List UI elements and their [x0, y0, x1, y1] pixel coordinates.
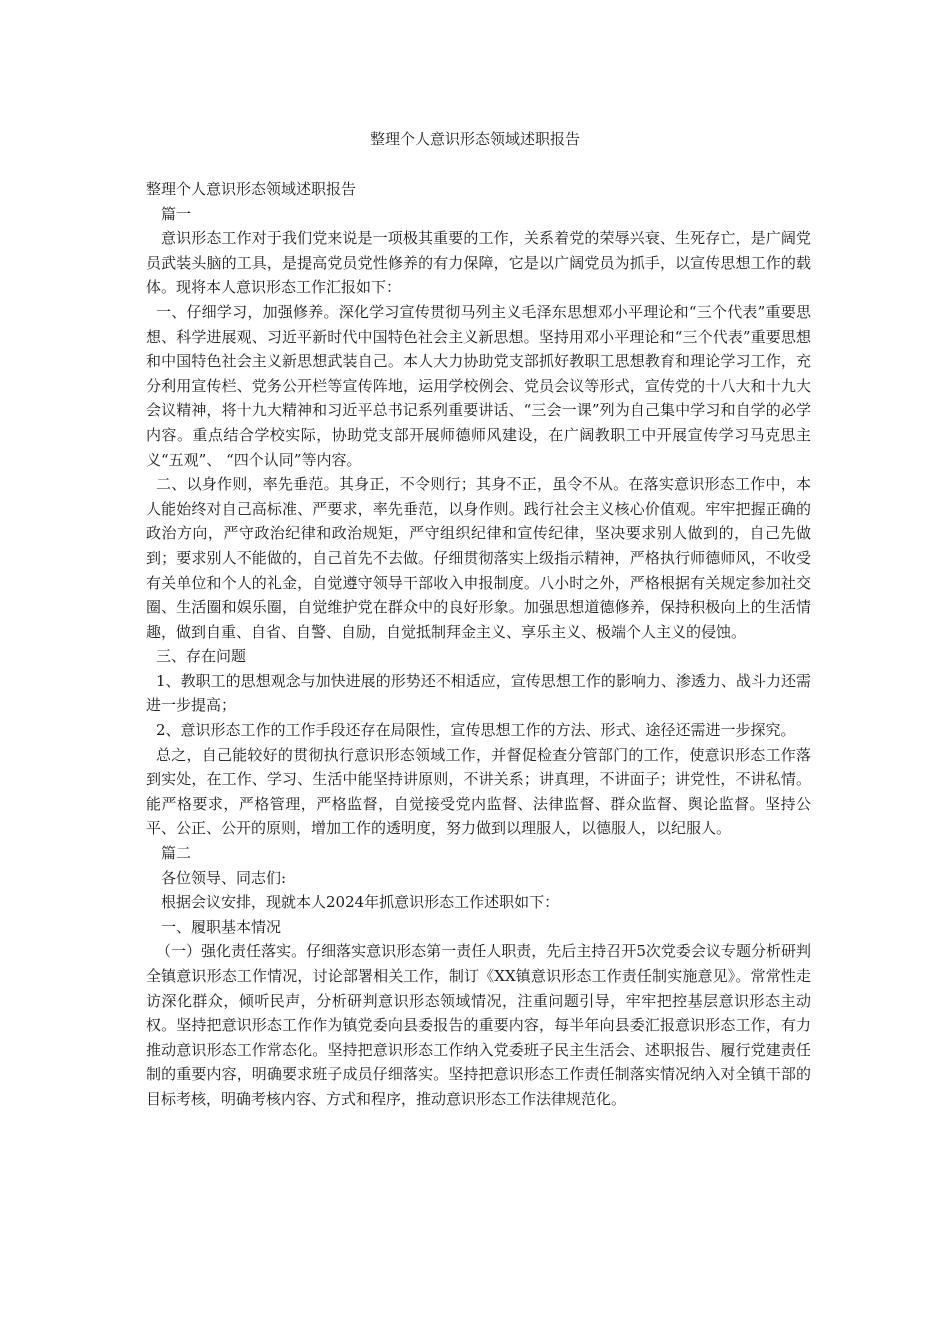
part1-section1-paragraph: 一、仔细学习，加强修养。深化学习宣传贯彻马列主义毛泽东思想邓小平理论和“三个代表”重要思想、科学进展观、习近平新时代中国特色社会主义新思想。坚持用邓小平理论和“三个代表”重要思想和中国特色社会主义新思想武装自己。本人大力协助党支部抓好教职工思想教育和理论学习工作，充分利用宣传栏、党务公开栏等宣传阵地，运用学校例会、党员会议等形式，宣传党的十八大和十九大会议精神，将十九大精神和习近平总书记系列重要讲话、“三会一课”列为自己集中学习和自学的必学内容。重点结合学校实际，协助党支部开展师德师风建设，在广阔教职工中开展宣传学习马克思主义“五观”、 “四个认同”等内容。: [146, 302, 811, 469]
part2-section1-heading: 一、履职基本情况: [161, 917, 282, 936]
document-body: [146, 177, 811, 1112]
document-title: 整理个人意识形态领域述职报告: [369, 130, 580, 148]
part2-item1-paragraph: （一）强化责任落实。仔细落实意识形态第一责任人职责，先后主持召开5次党委会议专题分析研判全镇意识形态工作情况，讨论部署相关工作，制订《XX镇意识形态工作责任制实施意见》。常常性走访深化群众，倾听民声，分析研判意识形态领域情况，注重问题引导，牢牢把控基层意识形态主动权。坚持把意识形态工作作为镇党委向县委报告的重要内容，每半年向县委汇报意识形态工作，有力推动意识形态工作常态化。坚持把意识形态工作纳入党委班子民主生活会、述职报告、履行党建责任制的重要内容，明确要求班子成员仔细落实。坚持把意识形态工作责任制落实情况纳入对全镇干部的目标考核，明确考核内容、方式和程序，推动意识形态工作法律规范化。: [146, 942, 811, 1108]
part1-section3-heading: 三、存在问题: [156, 647, 247, 666]
part2-greeting: 各位领导、同志们:: [161, 868, 287, 887]
part1-intro-paragraph: 意识形态工作对于我们党来说是一项极其重要的工作，关系着党的荣辱兴衰、生死存亡，是广阔党员武装头脑的工具，是提高党员党性修养的有力保障，它是以广阔党员为抓手，以宣传思想工作的载体。现将本人意识形态工作汇报如下：: [146, 229, 811, 297]
part1-label: 篇一: [161, 204, 192, 223]
document-subtitle: 整理个人意识形态领域述职报告: [146, 180, 357, 198]
part1-summary-paragraph: 总之，自己能较好的贯彻执行意识形态领域工作，并督促检查分管部门的工作，使意识形态工作落到实处，在工作、学习、生活中能坚持讲原则，不讲关系；讲真理，不讲面子；讲党性，不讲私情。能严格要求，严格管理，严格监督，自觉接受党内监督、法律监督、群众监督、舆论监督。坚持公平、公正、公开的原则，增加工作的透明度，努力做到以理服人，以德服人，以纪服人。: [146, 745, 811, 838]
part2-label: 篇二: [161, 844, 192, 863]
part1-issue2-paragraph: 2、意识形态工作的工作手段还存在局限性，宣传思想工作的方法、形式、途径还需进一步探究。: [156, 721, 796, 740]
part1-section2-paragraph: 二、以身作则，率先垂范。其身正，不令则行；其身不正，虽令不从。在落实意识形态工作中，本人能始终对自己高标准、严要求，率先垂范，以身作则。践行社会主义核心价值观。牢牢把握正确的政治方向，严守政治纪律和政治规矩，严守组织纪律和宣传纪律，坚决要求别人做到的，自己先做到；要求别人不能做的，自己首先不去做。仔细贯彻落实上级指示精神，严格执行师德师风，不收受有关单位和个人的礼金，自觉遵守领导干部收入申报制度。八小时之外，严格根据有关规定参加社交圈、生活圈和娱乐圈，自觉维护党在群众中的良好形象。加强思想道德修养，保持积极向上的生活情趣，做到自重、自省、自警、自励，自觉抵制拜金主义、享乐主义、极端个人主义的侵蚀。: [146, 475, 811, 641]
part1-issue1-paragraph: 1、教职工的思想观念与加快进展的形势还不相适应，宣传思想工作的影响力、渗透力、战斗力还需进一步提高；: [146, 671, 811, 715]
part2-opening-paragraph: 根据会议安排，现就本人2024年抓意识形态工作述职如下：: [161, 893, 560, 912]
